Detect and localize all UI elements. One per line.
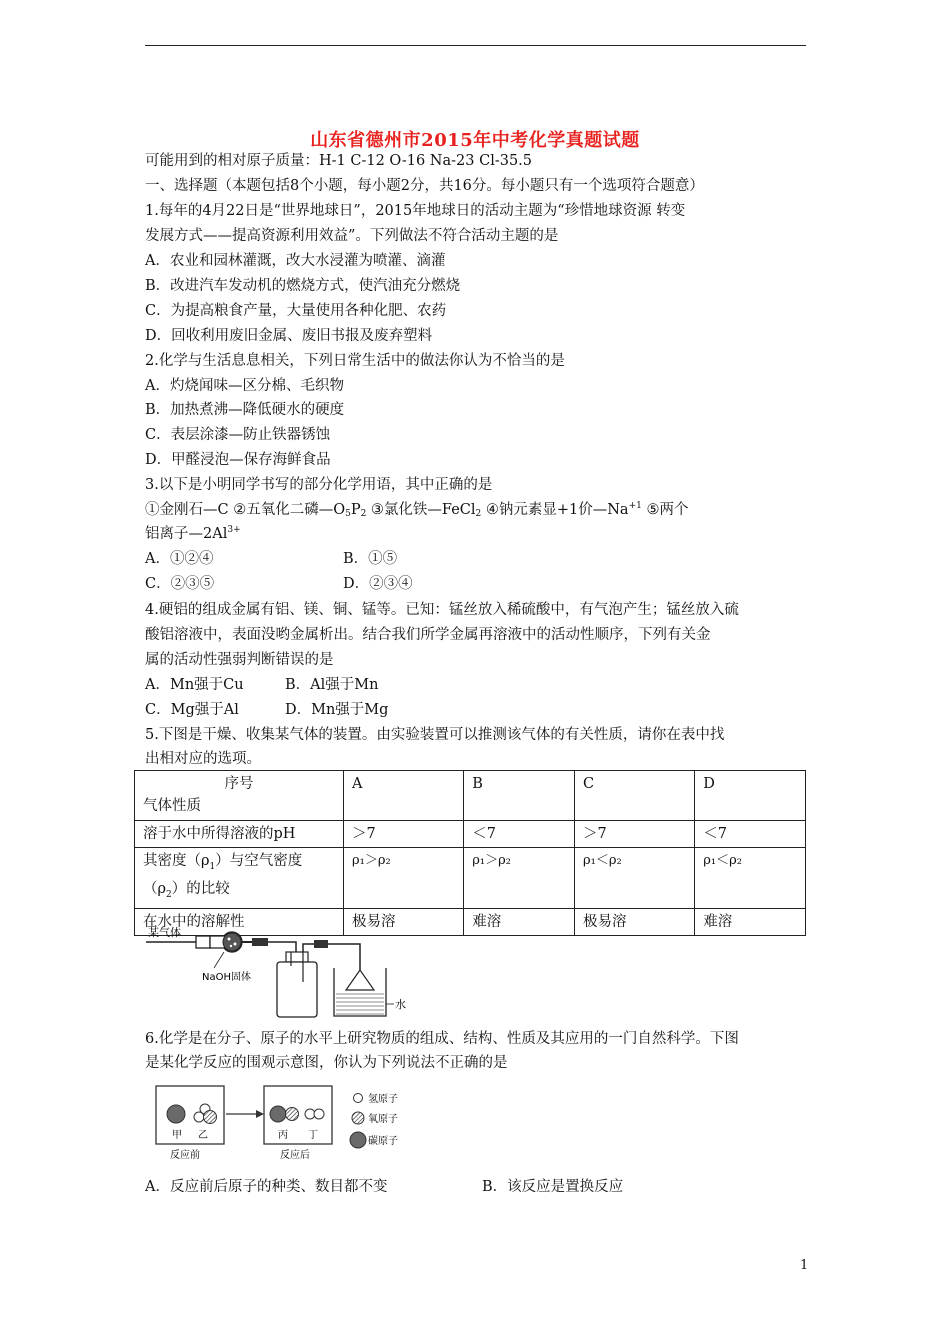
q1-stem-line1: 1.每年的4月22日是“世界地球日”，2015年地球日的活动主题为“珍惜地球资源 转变 bbox=[145, 203, 686, 219]
oxygen-atom-icon bbox=[204, 1111, 217, 1124]
q4-option-d: D．Mn强于Mg bbox=[285, 702, 389, 718]
q2-option-c: C．表层涂漆—防止铁器锈蚀 bbox=[145, 427, 331, 443]
document-title: 山东省德州市2015年中考化学真题试题 bbox=[310, 130, 640, 151]
q4-option-a: A．Mn强于Cu bbox=[145, 677, 244, 693]
q1-stem-line2: 发展方式——提高资源利用效益”。下列做法不符合活动主题的是 bbox=[145, 228, 559, 244]
legend-oxygen-icon bbox=[352, 1112, 364, 1124]
table-col-a: A bbox=[344, 771, 464, 821]
carbon-atom-icon bbox=[270, 1106, 286, 1122]
gas-properties-table bbox=[134, 770, 806, 936]
table-cell: 极易溶 bbox=[574, 908, 694, 935]
legend-oxygen: 氧原子 bbox=[368, 1114, 398, 1125]
table-cell: ρ₁＞ρ₂ bbox=[464, 848, 575, 909]
q4-stem-line1: 4.硬铝的组成金属有铝、镁、铜、锰等。已知：锰丝放入稀硫酸中，有气泡产生；锰丝放入硫 bbox=[145, 602, 739, 618]
q3-option-b: B．①⑤ bbox=[343, 551, 398, 567]
water-label: 水 bbox=[395, 998, 406, 1011]
q3-items: ①金刚石—C ②五氧化二磷$—O_5P_2$ ③氯化铁—FeCl$_2$ ④钠元素显+1价$—Na^{+1}$ ⑤两个 bbox=[145, 501, 689, 519]
q3-option-a: A．①②④ bbox=[145, 551, 214, 567]
q4-option-b: B．Al强于Mn bbox=[285, 677, 379, 693]
page-number: 1 bbox=[800, 1258, 809, 1273]
row-label-solubility: 在水中的溶解性 bbox=[135, 908, 344, 935]
legend-carbon: 碳原子 bbox=[368, 1136, 398, 1147]
legend-hydrogen: 氢原子 bbox=[368, 1094, 398, 1105]
rubber-connector bbox=[252, 938, 268, 946]
table-cell: 极易溶 bbox=[344, 908, 464, 935]
table-cell: ρ₁＞ρ₂ bbox=[344, 848, 464, 909]
label-before: 反应前 bbox=[170, 1150, 200, 1161]
table-cell: ρ₁＜ρ₂ bbox=[695, 848, 806, 909]
naoh-solid-icon bbox=[223, 933, 241, 951]
q1-option-d: D．回收利用废旧金属、废旧书报及废弃塑料 bbox=[145, 328, 433, 344]
table-cell: ρ₁＜ρ₂ bbox=[574, 848, 694, 909]
q4-stem-line2: 酸铝溶液中，表面没哟金属析出。结合我们所学金属再溶液中的活动性顺序，下列有关金 bbox=[145, 627, 711, 643]
q3-stem: 3.以下是小明同学书写的部分化学用语，其中正确的是 bbox=[145, 477, 493, 493]
q5-stem-line2: 出相对应的选项。 bbox=[145, 751, 261, 767]
row-label-density: 其密度$(\rho_1)$与空气密度 $(\rho_2)$的比较 bbox=[135, 848, 344, 909]
q1-option-a: A．农业和园林灌溉，改大水浸灌为喷灌、滴灌 bbox=[145, 253, 446, 269]
table-cell: ＞7 bbox=[574, 821, 694, 848]
q1-option-c: C．为提高粮食产量，大量使用各种化肥、农药 bbox=[145, 303, 447, 319]
gas-label: 某气体 bbox=[148, 926, 181, 939]
arrow-icon bbox=[256, 1110, 264, 1118]
q4-option-c: C．Mg强于Al bbox=[145, 702, 239, 718]
table-row bbox=[135, 848, 806, 909]
section-heading: 一、选择题（本题包括8个小题，每小题2分，共16分。每小题只有一个选项符合题意） bbox=[145, 178, 704, 194]
q1-option-b: B．改进汽车发动机的燃烧方式，使汽油充分燃烧 bbox=[145, 278, 461, 294]
label-ding: 丁 bbox=[308, 1130, 318, 1141]
collection-bottle bbox=[277, 962, 317, 1017]
table-col-b: B bbox=[464, 771, 575, 821]
table-header-cell: 序号 气体性质 bbox=[135, 771, 344, 821]
q6-stem-line2: 是某化学反应的围观示意图，你认为下列说法不正确的是 bbox=[145, 1055, 508, 1071]
atomic-masses: 可能用到的相对原子质量：H-1 C-12 O-16 Na-23 Cl-35.5 bbox=[145, 153, 533, 169]
table-row bbox=[135, 771, 806, 821]
row-label-ph: 溶于水中所得溶液的pH bbox=[135, 821, 344, 848]
q3-items-line2: 铝离子$—2Al^{3+}$ bbox=[145, 525, 241, 542]
q6-stem-line1: 6.化学是在分子、原子的水平上研究物质的组成、结构、性质及其应用的一门自然科学。下图 bbox=[145, 1031, 739, 1047]
q6-option-a: A．反应前后原子的种类、数目都不变 bbox=[145, 1179, 388, 1195]
table-cell: ＜7 bbox=[464, 821, 575, 848]
legend-hydrogen-icon bbox=[354, 1094, 363, 1103]
q2-option-b: B．加热煮沸—降低硬水的硬度 bbox=[145, 402, 345, 418]
reaction-diagram bbox=[146, 1080, 432, 1166]
label-jia: 甲 bbox=[172, 1130, 182, 1141]
table-col-c: C bbox=[574, 771, 694, 821]
q5-stem-line1: 5.下图是干燥、收集某气体的装置。由实验装置可以推测该气体的有关性质，请你在表中找 bbox=[145, 727, 725, 743]
legend-carbon-icon bbox=[350, 1132, 366, 1148]
q2-stem: 2.化学与生活息息相关，下列日常生活中的做法你认为不恰当的是 bbox=[145, 353, 565, 369]
table-cell: ＜7 bbox=[695, 821, 806, 848]
gas-apparatus-diagram bbox=[146, 922, 408, 1020]
table-cell: ＞7 bbox=[344, 821, 464, 848]
table-col-d: D bbox=[695, 771, 806, 821]
drying-tube-stopper bbox=[196, 936, 210, 948]
naoh-label: NaOH固体 bbox=[202, 972, 251, 983]
q4-stem-line3: 属的活动性强弱判断错误的是 bbox=[145, 652, 334, 668]
hydrogen-atom-icon bbox=[194, 1112, 204, 1122]
table-cell: 难溶 bbox=[695, 908, 806, 935]
q3-option-d: D．②③④ bbox=[343, 576, 413, 592]
q6-option-b: B．该反应是置换反应 bbox=[482, 1179, 624, 1195]
q3-option-c: C．②③⑤ bbox=[145, 576, 215, 592]
q2-option-a: A．灼烧闻味—区分棉、毛织物 bbox=[145, 378, 344, 394]
inverted-funnel bbox=[346, 970, 374, 990]
table-cell: 难溶 bbox=[464, 908, 575, 935]
oxygen-atom-icon bbox=[286, 1108, 299, 1121]
label-after: 反应后 bbox=[280, 1150, 310, 1161]
label-bing: 丙 bbox=[278, 1130, 288, 1141]
label-yi: 乙 bbox=[198, 1130, 208, 1141]
carbon-atom-icon bbox=[167, 1105, 185, 1123]
header-rule bbox=[145, 45, 806, 46]
table-row bbox=[135, 821, 806, 848]
q2-option-d: D．甲醛浸泡—保存海鲜食品 bbox=[145, 452, 331, 468]
hydrogen-atom-icon bbox=[314, 1109, 324, 1119]
